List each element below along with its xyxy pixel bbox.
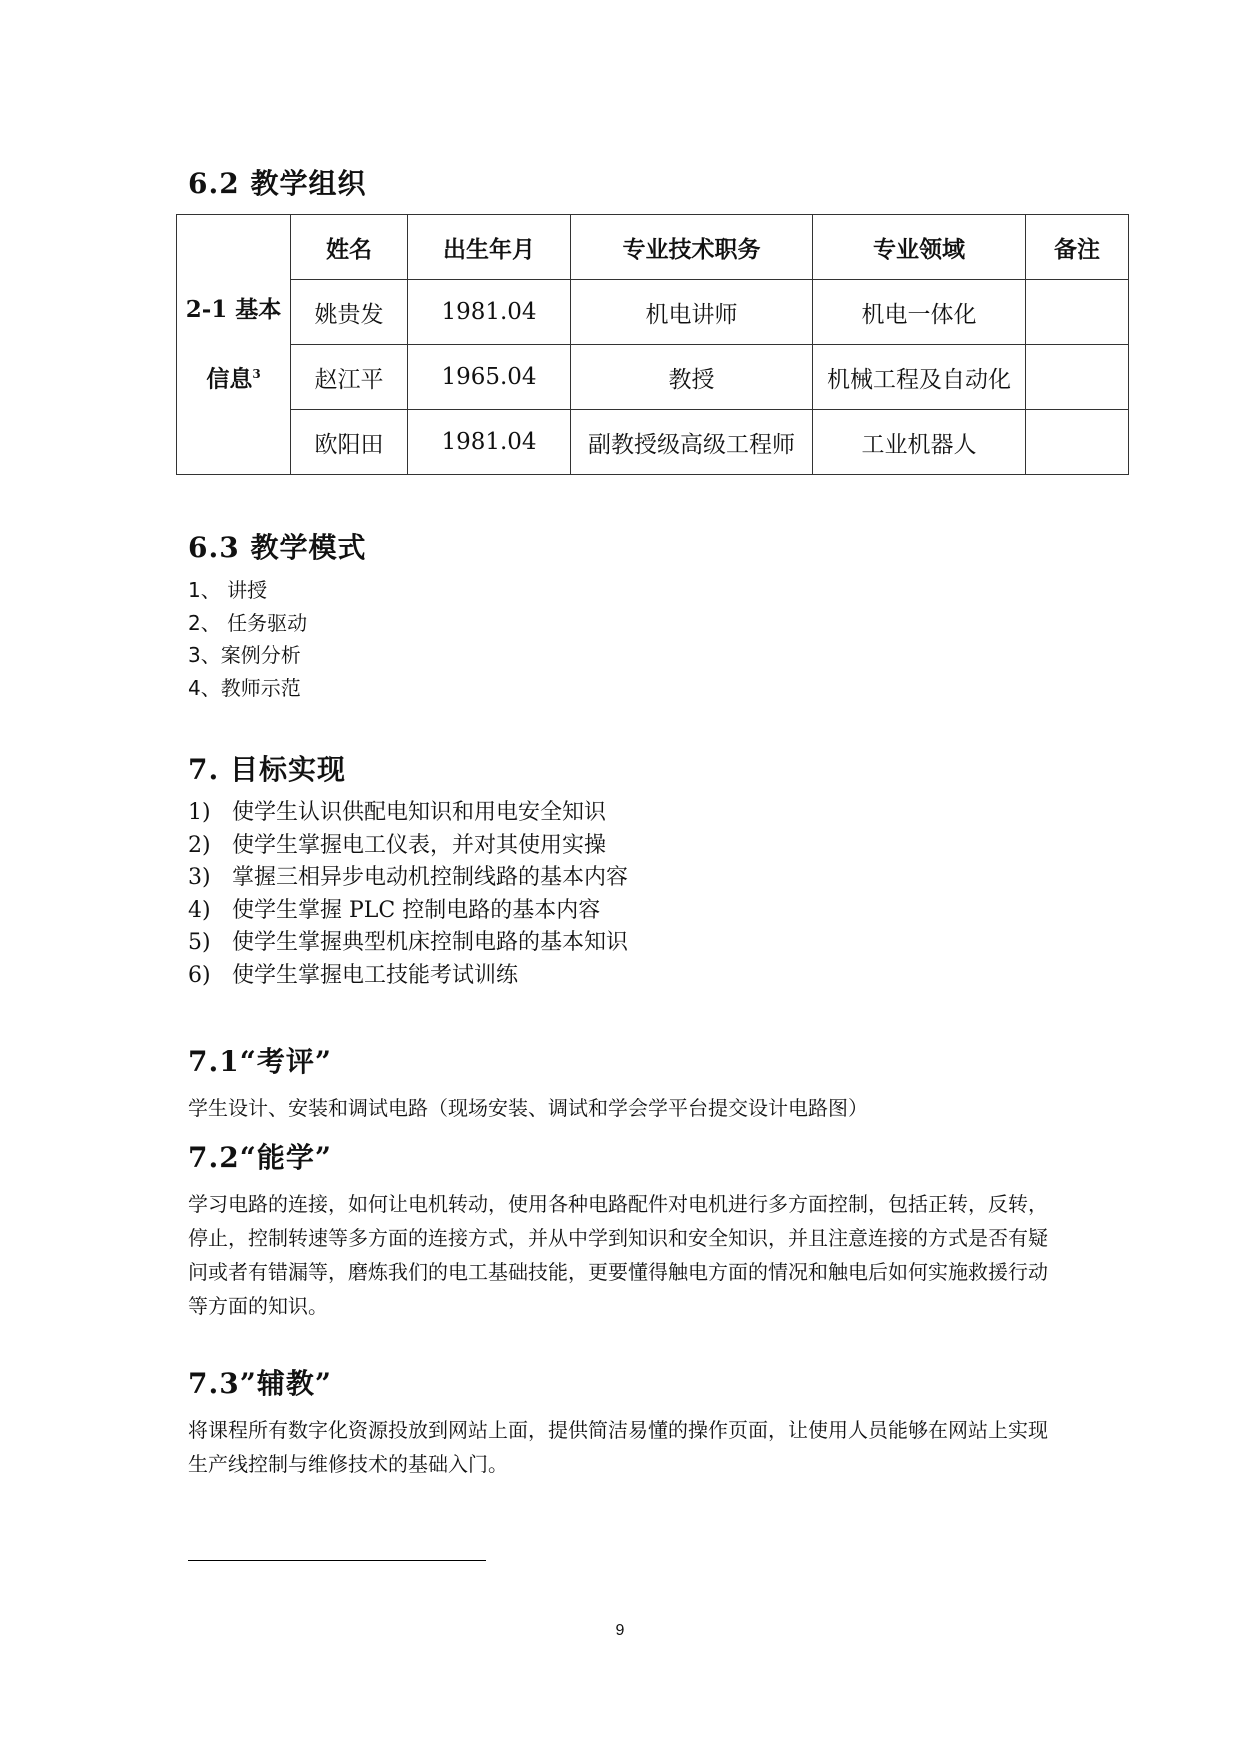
cell-field: 工业机器人 xyxy=(813,410,1026,475)
cell-birth: 1965.04 xyxy=(408,345,571,410)
item-text: 使学生掌握典型机床控制电路的基本知识 xyxy=(232,930,629,955)
cell-title: 教授 xyxy=(571,345,813,410)
cell-remarks xyxy=(1026,280,1129,345)
header-remarks: 备注 xyxy=(1026,215,1129,280)
item-number: 5) xyxy=(188,930,211,955)
header-title: 专业技术职务 xyxy=(571,215,813,280)
list-item: 3、案例分析 xyxy=(188,643,301,667)
cell-remarks xyxy=(1026,410,1129,475)
header-name: 姓名 xyxy=(291,215,408,280)
cell-title: 机电讲师 xyxy=(571,280,813,345)
table-group-label xyxy=(177,215,291,475)
section-title-6-3: 6.3 教学模式 xyxy=(188,531,367,564)
item-text: 使学生掌握电工仪表，并对其使用实操 xyxy=(232,832,607,858)
list-item xyxy=(188,927,628,960)
cell-field: 机电一体化 xyxy=(813,280,1026,345)
footnote-separator xyxy=(188,1560,486,1561)
item-number: 6) xyxy=(188,962,211,988)
cell-name: 姚贵发 xyxy=(291,280,408,345)
list-item: 1、 讲授 xyxy=(188,578,268,602)
section-title-7-2: 7.2“能学” xyxy=(188,1141,332,1174)
item-text: 使学生掌握 PLC 控制电路的基本内容 xyxy=(232,897,601,923)
list-item: 4、教师示范 xyxy=(188,675,301,700)
section-body-7-3: 将课程所有数字化资源投放到网站上面，提供简洁易懂的操作页面，让使用人员能够在网站上实现生产线控制与维修技术的基础入门。 xyxy=(188,1418,1048,1476)
teaching-mode-list xyxy=(188,574,307,704)
section-title-7-1: 7.1“考评” xyxy=(188,1045,332,1078)
group-label-line1: 2-1 基本 xyxy=(185,295,282,323)
cell-title: 副教授级高级工程师 xyxy=(571,410,813,475)
teaching-staff-table xyxy=(176,214,1129,475)
cell-field: 机械工程及自动化 xyxy=(813,345,1026,410)
table-row xyxy=(177,345,1129,410)
goals-list xyxy=(188,797,628,992)
item-text: 使学生认识供配电知识和用电安全知识 xyxy=(232,800,607,825)
section-title-6-2: 6.2 教学组织 xyxy=(188,167,367,200)
cell-name: 赵江平 xyxy=(291,345,408,410)
item-text: 使学生掌握电工技能考试训练 xyxy=(232,962,519,988)
list-item xyxy=(188,797,628,830)
item-number: 2) xyxy=(188,832,211,858)
section-body-7-2: 学习电路的连接，如何让电机转动，使用各种电路配件对电机进行多方面控制，包括正转，反转，停止，控制转速等多方面的连接方式，并从中学到知识和安全知识，并且注意连接的方式是否有疑问或者有错漏等，磨炼我们的电工基础技能，更要懂得触电方面的情况和触电后如何实施救援行动等方面的知识。 xyxy=(188,1192,1048,1318)
page-number: 9 xyxy=(615,1622,625,1639)
list-item xyxy=(188,862,628,895)
section-body-7-1: 学生设计、安装和调试电路（现场安装、调试和学会学平台提交设计电路图） xyxy=(188,1096,868,1120)
cell-birth: 1981.04 xyxy=(408,410,571,475)
cell-remarks xyxy=(1026,345,1129,410)
table-row xyxy=(177,280,1129,345)
section-title-7: 7. 目标实现 xyxy=(188,753,346,786)
table-row xyxy=(177,410,1129,475)
list-item xyxy=(188,895,628,928)
item-number: 1) xyxy=(188,800,211,825)
list-item xyxy=(188,960,628,993)
list-item: 2、 任务驱动 xyxy=(188,610,308,635)
table-header-row xyxy=(177,215,1129,280)
cell-name: 欧阳田 xyxy=(291,410,408,475)
item-text: 掌握三相异步电动机控制线路的基本内容 xyxy=(232,865,629,890)
item-number: 4) xyxy=(188,897,211,923)
cell-birth: 1981.04 xyxy=(408,280,571,345)
group-label-line2: 信息$^3$ xyxy=(206,365,261,393)
section-title-7-3: 7.3”辅教” xyxy=(188,1367,332,1400)
header-birth: 出生年月 xyxy=(408,215,571,280)
footnote-marker: 3 xyxy=(252,366,261,381)
header-field: 专业领域 xyxy=(813,215,1026,280)
list-item xyxy=(188,830,628,863)
item-number: 3) xyxy=(188,865,211,890)
